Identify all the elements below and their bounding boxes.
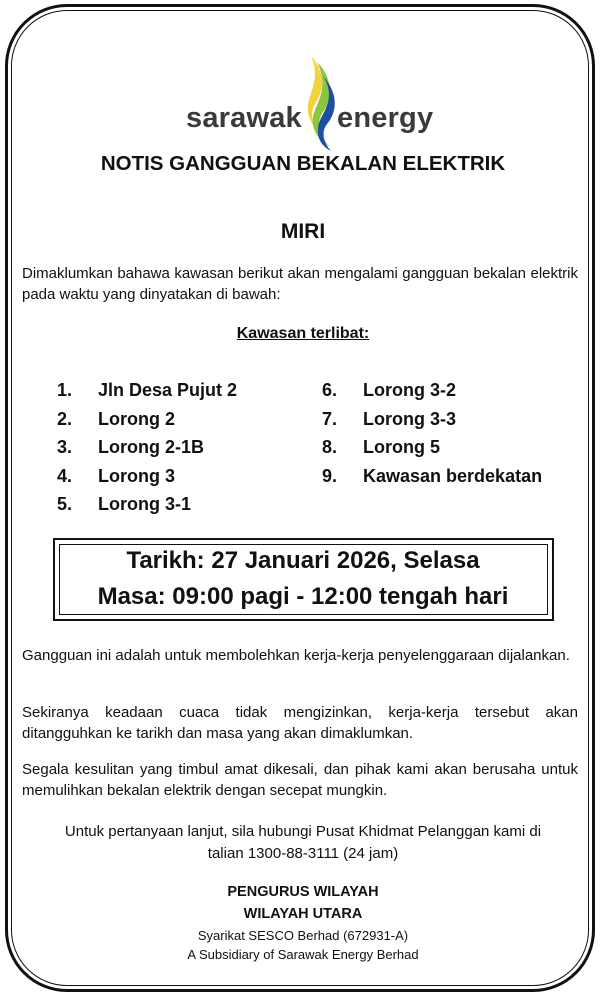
list-item-name: Kawasan berdekatan — [363, 465, 543, 486]
list-item-name: Lorong 3-1 — [98, 494, 191, 514]
area-list-right — [322, 376, 542, 490]
list-item — [57, 405, 237, 434]
list-item-name: Lorong 5 — [363, 437, 440, 457]
company-name: Syarikat SESCO Berhad (672931-A) — [197, 928, 409, 943]
area-list-left — [57, 376, 237, 519]
contact-line-2: talian 1300-88-3111 (24 jam) — [207, 845, 399, 862]
apology-paragraph: Segala kesulitan yang timbul amat dikesali, dan pihak kami akan berusaha untuk memulihkan bekalan elektrik dengan secepat mungkin. — [22, 761, 578, 799]
list-item — [57, 490, 237, 519]
list-item-number: 6. — [322, 380, 338, 400]
list-item-name: Lorong 3-3 — [363, 408, 456, 429]
sarawak-energy-logo — [0, 26, 606, 134]
list-item-name: Jln Desa Pujut 2 — [98, 380, 238, 400]
outage-date: Tarikh: 27 Januari 2026, Selasa — [126, 547, 480, 574]
contact-line-1: Untuk pertanyaan lanjut, sila hubungi Pusat Khidmat Pelanggan kami di — [64, 823, 542, 840]
list-item-name: Lorong 2-1B — [98, 437, 204, 457]
list-item — [322, 376, 542, 405]
signature-region: WILAYAH UTARA — [243, 906, 363, 922]
list-item — [322, 405, 542, 434]
list-item-number: 9. — [322, 465, 338, 486]
list-item — [57, 376, 237, 405]
list-item — [57, 462, 237, 491]
logo-text-energy: energy — [337, 102, 434, 134]
list-item-name: Lorong 3-2 — [363, 380, 456, 400]
list-item-number: 7. — [322, 408, 338, 429]
list-item-name: Lorong 2 — [98, 408, 175, 429]
purpose-paragraph: Gangguan ini adalah untuk membolehkan kerja-kerja penyelenggaraan dijalankan. — [22, 647, 570, 664]
company-subsidiary-line: A Subsidiary of Sarawak Energy Berhad — [187, 947, 419, 962]
intro-paragraph: Dimaklumkan bahawa kawasan berikut akan mengalami gangguan bekalan elektrik pada waktu yang dinyatakan di bawah: — [22, 265, 578, 303]
notice-location: MIRI — [280, 220, 326, 243]
areas-heading: Kawasan terlibat: — [236, 325, 370, 342]
list-item-number: 4. — [57, 465, 73, 486]
notice-title: NOTIS GANGGUAN BEKALAN ELEKTRIK — [100, 152, 506, 175]
logo-text-sarawak: sarawak — [186, 102, 302, 134]
weather-paragraph: Sekiranya keadaan cuaca tidak mengizinkan, kerja-kerja tersebut akan ditangguhkan ke tarikh dan masa yang akan dimaklumkan. — [22, 704, 578, 742]
contact-info — [0, 821, 606, 865]
flame-swoosh-icon — [303, 54, 339, 152]
list-item-number: 1. — [57, 380, 73, 400]
list-item-number: 8. — [322, 437, 338, 457]
list-item — [322, 462, 542, 491]
list-item — [322, 433, 542, 462]
list-item-name: Lorong 3 — [98, 465, 175, 486]
list-item-number: 2. — [57, 408, 73, 429]
signature-title: PENGURUS WILAYAH — [227, 884, 379, 900]
list-item-number: 3. — [57, 437, 73, 457]
list-item — [57, 433, 237, 462]
outage-time: Masa: 09:00 pagi - 12:00 tengah hari — [97, 583, 509, 610]
list-item-number: 5. — [57, 494, 73, 514]
